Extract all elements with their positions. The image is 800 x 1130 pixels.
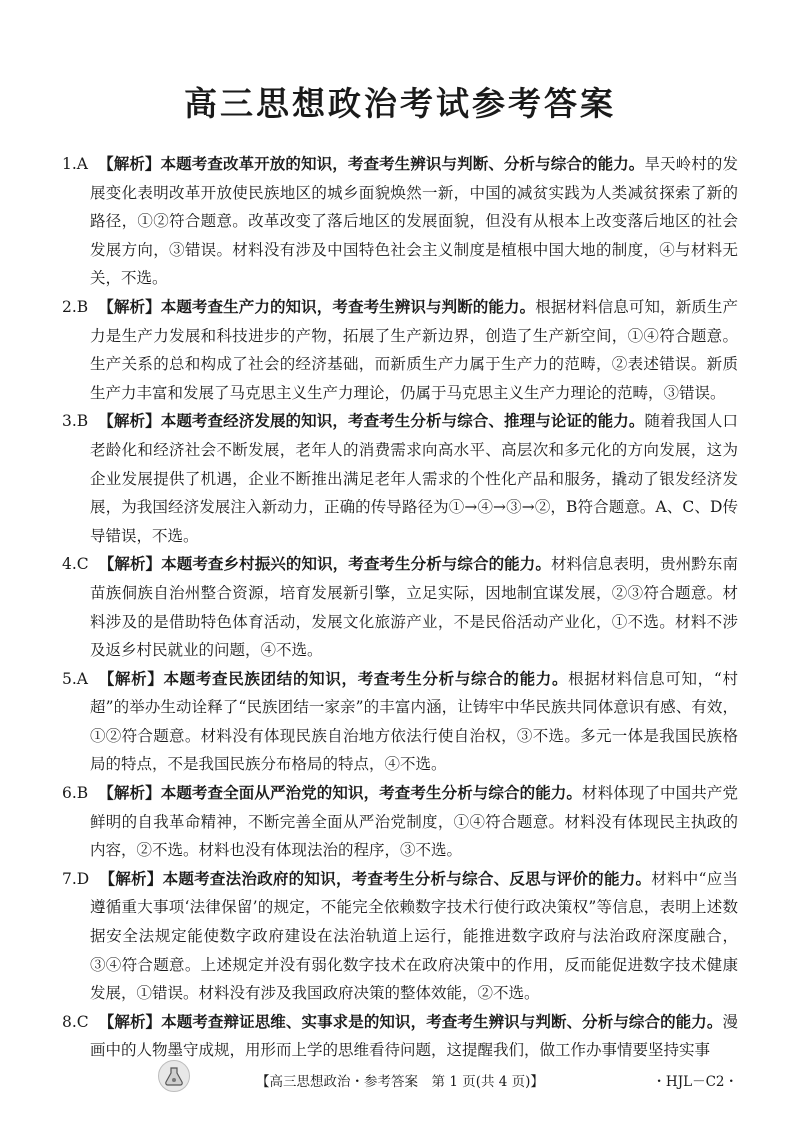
answer-number: 8.C xyxy=(62,1012,89,1031)
answer-item xyxy=(62,1008,738,1065)
page-footer xyxy=(0,1066,800,1096)
answer-number: 2.B xyxy=(62,297,89,316)
answer-lead: 本题考查经济发展的知识，考查考生分析与综合、推理与论证的能力。 xyxy=(160,411,645,431)
answer-item xyxy=(62,865,738,1008)
answer-number: 5.A xyxy=(62,669,88,688)
answer-lead: 本题考查生产力的知识，考查考生辨识与判断的能力。 xyxy=(160,296,536,316)
answer-body: 漫画中的人物墨守成规，用形而上学的思维看待问题，这提醒我们，做工作办事情要坚持实事 xyxy=(90,1012,738,1060)
answer-number: 3.B xyxy=(62,412,89,431)
analysis-tag: 【解析】 xyxy=(98,783,161,803)
page-title: 高三思想政治考试参考答案 xyxy=(184,84,616,123)
analysis-tag: 【解析】 xyxy=(98,668,164,688)
answer-body: 材料中“应当遵循重大事项‘法律保留’的规定，不能完全依赖数字技术行使行政决策权”等信息，表明上述数据安全法规定能使数字政府建设在法治轨道上运行，能推进数字政府与法治政府深度融合，③④符合题意。上述规定并没有弱化数字技术在政府决策中的作用，反而能促进数字技术健康发展，①错误。材料没有涉及我国政府决策的整体效能，②不选。 xyxy=(90,869,738,1003)
answer-number: 1.A xyxy=(62,155,88,173)
answer-lead: 本题考查民族团结的知识，考查考生分析与综合的能力。 xyxy=(163,668,569,688)
answer-number: 7.D xyxy=(62,869,90,888)
answer-lead: 本题考查乡村振兴的知识，考查考生分析与综合的能力。 xyxy=(161,554,551,574)
answer-lead: 本题考查法治政府的知识，考查考生分析与综合、反思与评价的能力。 xyxy=(162,868,652,888)
answer-body: 材料信息表明，贵州黔东南苗族侗族自治州整合资源，培育发展新引擎，立足实际，因地制宜谋发展，②③符合题意。材料涉及的是借助特色体育活动，发展文化旅游产业，不是民俗活动产业化，①不选。材料不涉及返乡村民就业的问题，④不选。 xyxy=(90,555,738,660)
answer-body: 旱天岭村的发展变化表明改革开放使民族地区的城乡面貌焕然一新，中国的减贫实践为人类减贫探索了新的路径，①②符合题意。改革改变了落后地区的发展面貌，但没有从根本上改变落后地区的社会发展方向，③错误。材料没有涉及中国特色社会主义制度是植根中国大地的制度，④与材料无关，不选。 xyxy=(90,155,738,288)
answer-lead: 本题考查辩证思维、实事求是的知识，考查考生辨识与判断、分析与综合的能力。 xyxy=(161,1011,723,1031)
analysis-tag: 【解析】 xyxy=(98,154,161,173)
answer-item xyxy=(62,665,738,779)
analysis-tag: 【解析】 xyxy=(98,411,161,431)
analysis-tag: 【解析】 xyxy=(98,554,162,574)
answer-body: 根据材料信息可知，新质生产力是生产力发展和科技进步的产物，拓展了生产新边界，创造了生产新空间，①④符合题意。生产关系的总和构成了社会的经济基础，而新质生产力属于生产力的范畴，②表述错误。新质生产力丰富和发展了马克思主义生产力理论，仍属于马克思主义生产力理论的范畴，③错误。 xyxy=(90,297,738,402)
answer-body: 根据材料信息可知，“村超”的举办生动诠释了“民族团结一家亲”的丰富内涵，让铸牢中华民族共同体意识有感、有效，①②符合题意。材料没有体现民族自治地方依法行使自治权，③不选。多元一体是我国民族格局的特点，不是我国民族分布格局的特点，④不选。 xyxy=(90,669,738,774)
answer-body: 随着我国人口老龄化和经济社会不断发展，老年人的消费需求向高水平、高层次和多元化的方向发展，这为企业发展提供了机遇，企业不断推出满足老年人需求的个性化产品和服务，撬动了银发经济发展，为我国经济发展注入新动力，正确的传导路径为①→④→③→②，B符合题意。A、C、D传导错误，不选。 xyxy=(90,412,738,545)
answer-item xyxy=(62,779,738,865)
answer-number: 6.B xyxy=(62,784,89,803)
analysis-tag: 【解析】 xyxy=(98,1011,162,1031)
answer-body: 材料体现了中国共产党鲜明的自我革命精神，不断完善全面从严治党制度，①④符合题意。材料没有体现民主执政的内容，②不选。材料也没有体现法治的程序，③不选。 xyxy=(90,784,738,860)
footer-code: ・HJL－C2・ xyxy=(652,1074,738,1090)
answer-list xyxy=(62,150,738,1065)
answer-lead: 本题考查全面从严治党的知识，考查考生分析与综合的能力。 xyxy=(160,783,583,803)
answer-lead: 本题考查改革开放的知识，考查考生辨识与判断、分析与综合的能力。 xyxy=(160,154,645,173)
answer-item xyxy=(62,407,738,550)
answer-number: 4.C xyxy=(62,555,89,574)
answer-item xyxy=(62,550,738,664)
answer-item xyxy=(62,293,738,407)
footer-page-info: 【高三思想政治・参考答案 第 1 页(共 4 页)】 xyxy=(256,1074,544,1090)
analysis-tag: 【解析】 xyxy=(98,296,161,316)
answer-item xyxy=(62,150,738,293)
analysis-tag: 【解析】 xyxy=(99,868,163,888)
